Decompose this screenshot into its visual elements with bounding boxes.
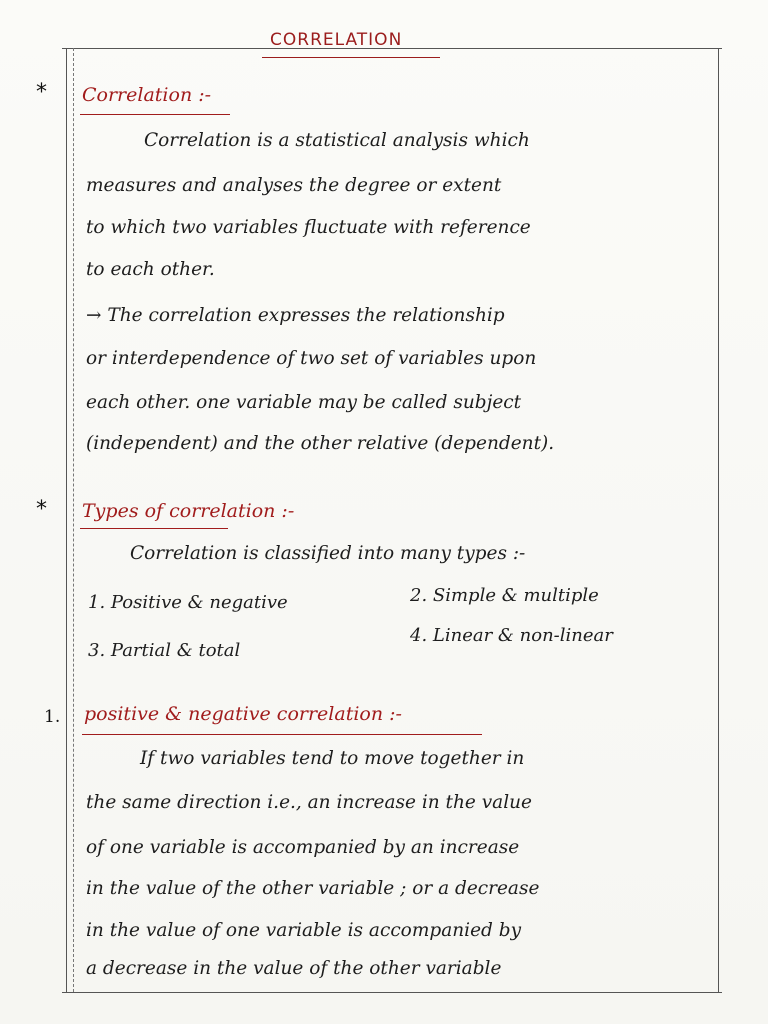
body-line: to each other. [86,259,215,280]
types-item: 2. Simple & multiple [410,585,599,606]
types-item: 3. Partial & total [88,640,241,661]
body-line: If two variables tend to move together in [140,748,525,769]
body-line: Correlation is a statistical analysis which [144,130,530,151]
page-border-bottom [62,992,722,993]
page-border-right [718,48,719,992]
heading-underline [80,114,230,115]
body-line: of one variable is accompanied by an increase [86,837,520,858]
types-item: 1. Positive & negative [88,592,288,613]
body-line: → The correlation expresses the relationship [86,305,505,326]
heading-positive-negative: positive & negative correlation :- [84,703,402,725]
body-line: (independent) and the other relative (dependent). [86,433,555,454]
heading-underline [80,528,228,529]
heading-correlation: Correlation :- [82,84,212,106]
body-line: measures and analyses the degree or extent [86,175,502,196]
body-line: in the value of the other variable ; or a decrease [86,878,540,899]
heading-types: Types of correlation :- [82,500,295,522]
types-intro: Correlation is classified into many types :- [130,543,526,564]
section-number: 1. [44,707,61,727]
title-underline [262,57,440,58]
star-marker-correlation: * [36,80,47,105]
star-marker-types: * [36,497,47,522]
body-line: the same direction i.e., an increase in the value [86,792,532,813]
heading-underline [82,734,482,735]
page-title: CORRELATION [270,30,403,50]
body-line: in the value of one variable is accompanied by [86,920,522,941]
body-line: each other. one variable may be called subject [86,392,522,413]
types-item: 4. Linear & non-linear [410,625,613,646]
page-border-left [66,48,67,992]
body-line: or interdependence of two set of variables upon [86,348,537,369]
body-line: to which two variables fluctuate with reference [86,217,531,238]
body-line: a decrease in the value of the other variable [86,958,502,979]
margin-line [73,48,74,992]
